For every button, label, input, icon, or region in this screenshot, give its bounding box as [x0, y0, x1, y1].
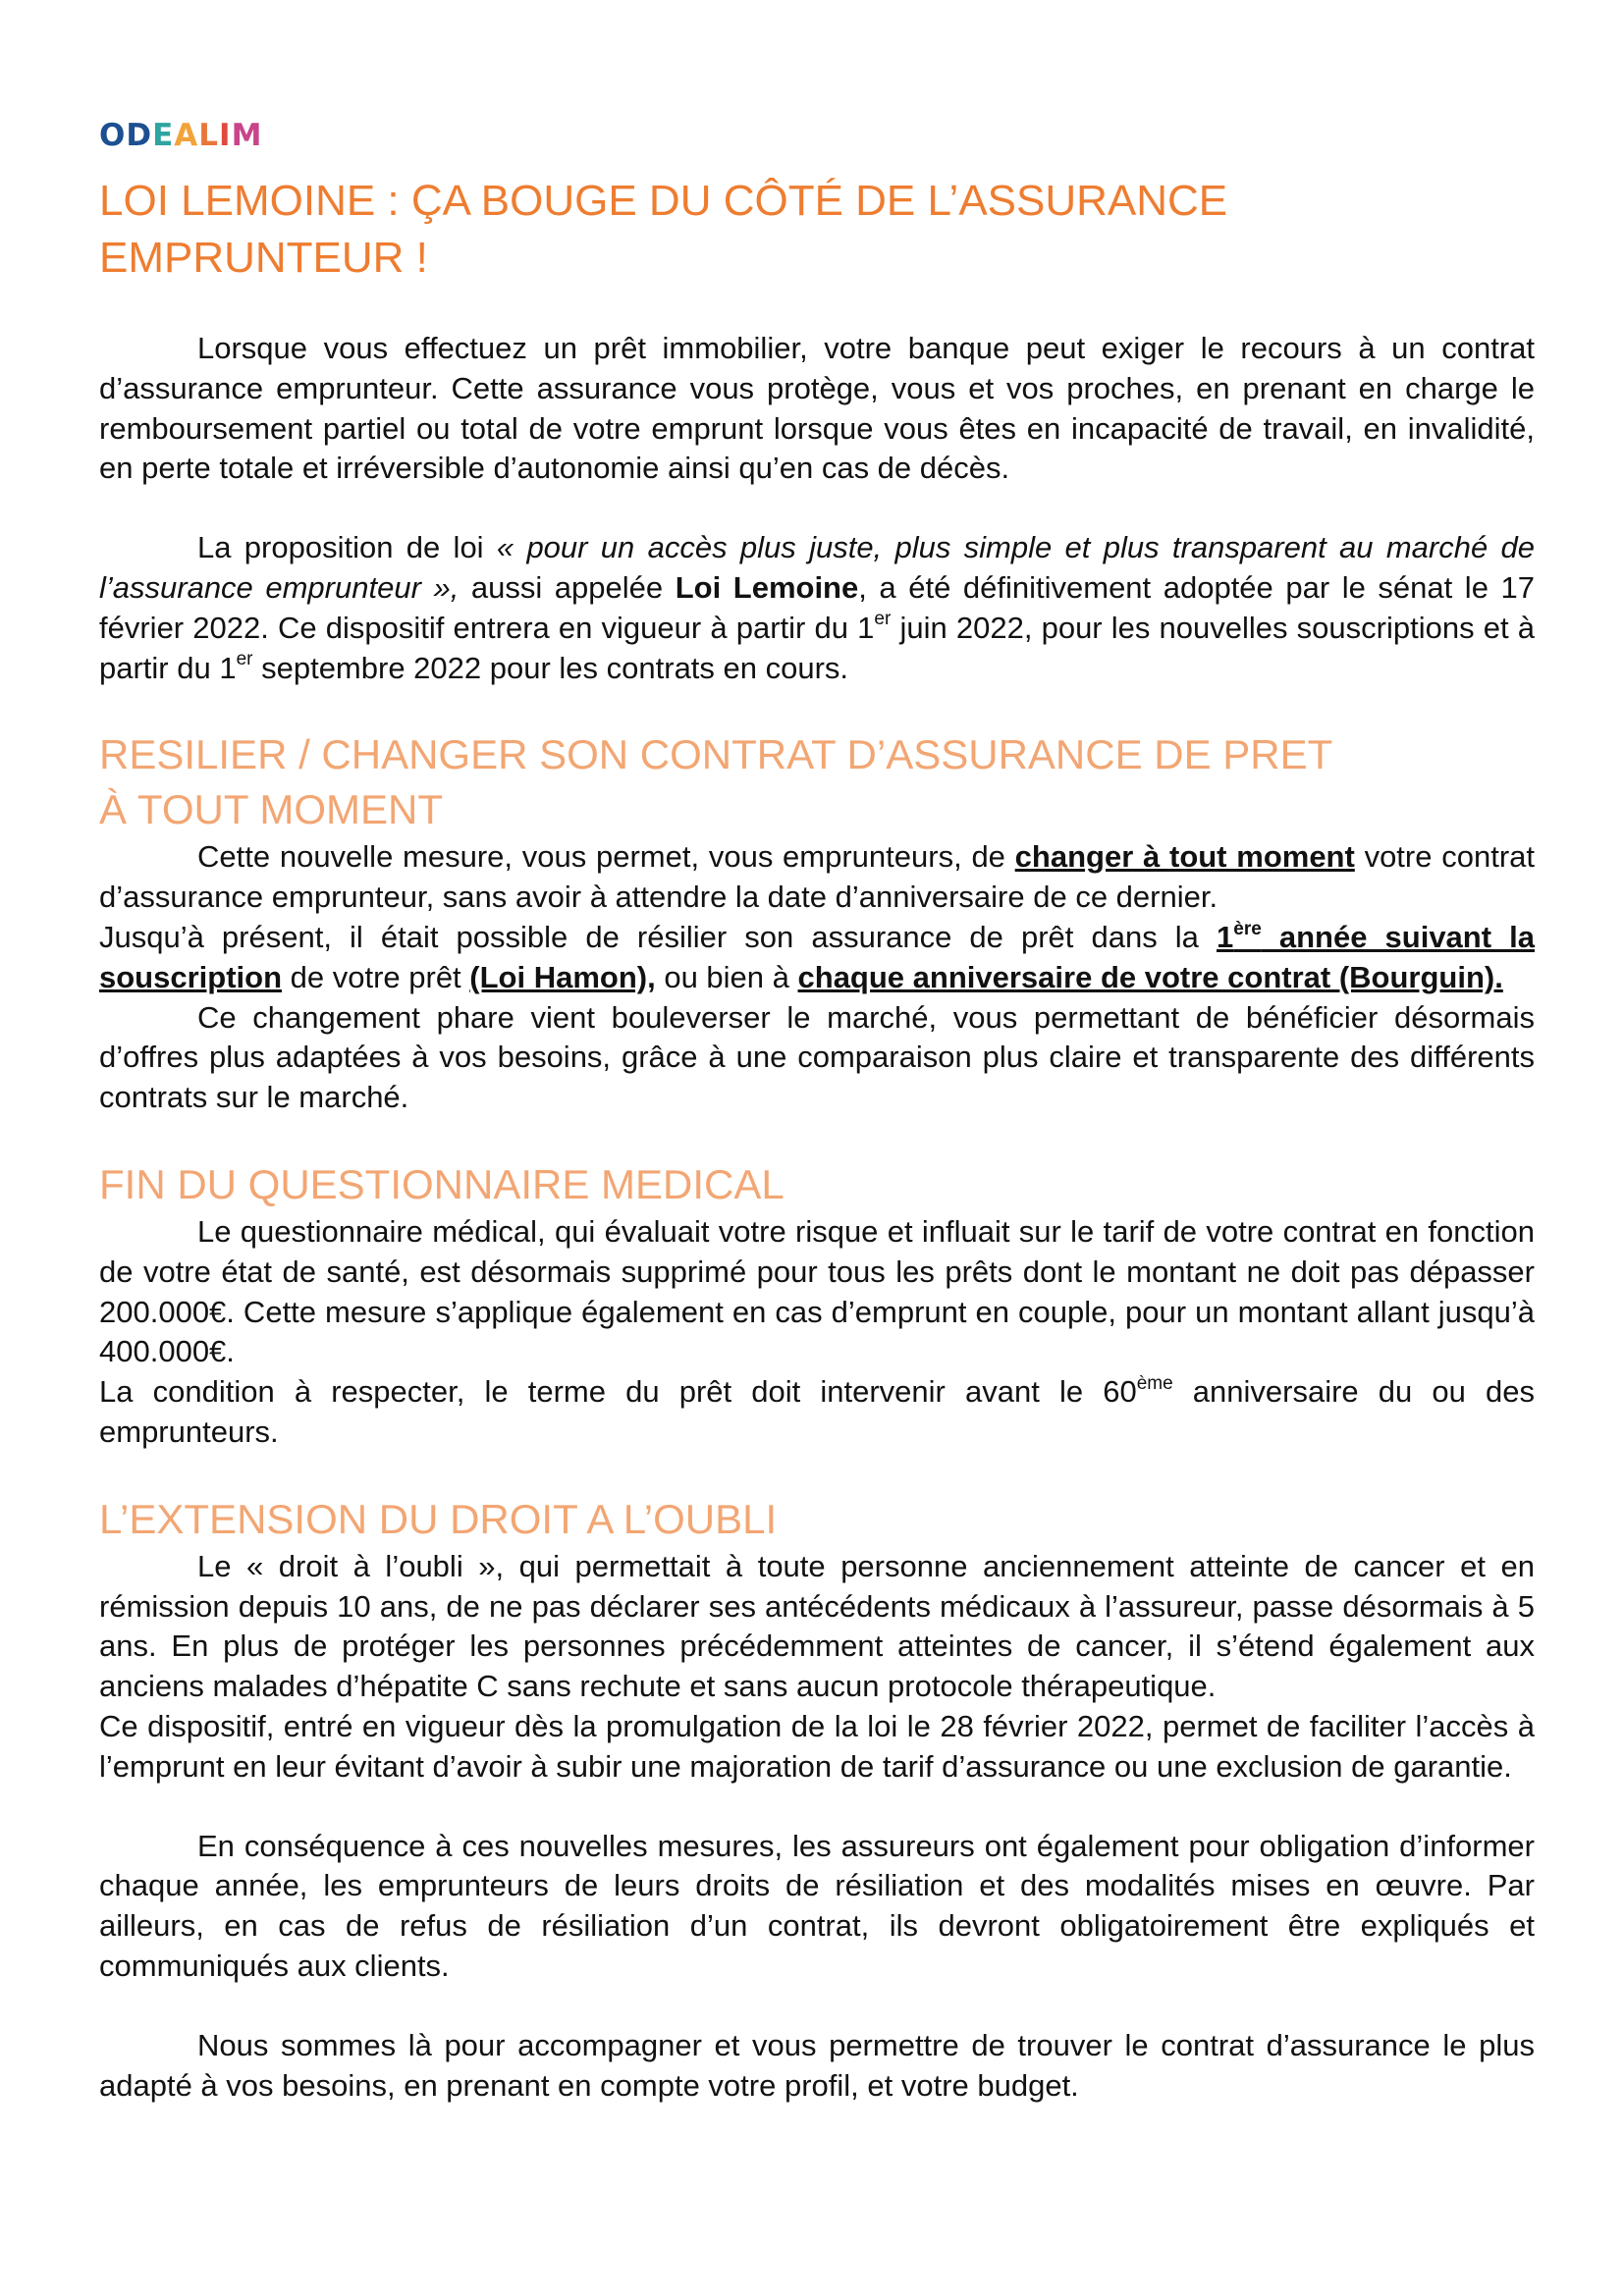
text-run: septembre 2022 pour les contrats en cours.: [252, 650, 849, 685]
section-heading-droit-oubli: L’EXTENSION DU DROIT A L’OUBLI: [99, 1495, 778, 1542]
text-run: 1: [1217, 919, 1234, 954]
logo-letter: I: [219, 118, 232, 153]
logo-letter: E: [152, 118, 175, 153]
superscript: er: [874, 609, 892, 630]
section1-paragraph-3: Ce changement phare vient bouleverser le marché, vous permettant de bénéficier désormais d’offres plus adaptées à vos besoins, grâce à une comparaison plus claire et transparente des différents contrats sur le marché.: [99, 999, 1535, 1115]
law-name-bold: Loi Lemoine: [675, 569, 859, 605]
closing-paragraph-1: En conséquence à ces nouvelles mesures, les assureurs ont également pour obligation d’informer chaque année, les emprunteurs de leurs droits de résiliation et des modalités mises en œuvre. Par ailleurs, en cas de refus de résiliation d’un contrat, ils devront obligatoirement être expliqués et communiqués aux clients.: [99, 1828, 1535, 1983]
text-run: , a été définitivement adoptée par le sénat le 17 février 2022. Ce dispositif entrera en vigueur à partir du 1: [99, 569, 1535, 645]
emphasis-underline: changer à tout moment: [1014, 839, 1355, 875]
section1-paragraph-1: [99, 837, 1535, 918]
document-page: [99, 116, 1535, 2106]
text-run: Cette nouvelle mesure, vous permet, vous emprunteurs, de: [197, 839, 1015, 875]
text-run: année suivant la souscription: [99, 919, 1535, 994]
logo-letter: D: [126, 118, 153, 153]
logo-letter: O: [99, 118, 127, 153]
law-title-italic: « pour un accès plus juste, plus simple et plus transparent au marché de l’assurance emprunteur »,: [99, 530, 1535, 605]
section3-paragraph-1: Le « droit à l’oubli », qui permettait à toute personne anciennement atteinte de cancer et en rémission depuis 10 ans, de ne pas déclarer ses antécédents médicaux à l’assureur, passe désormais à 5 ans. En plus de protéger les personnes précédemment atteintes de cancer, il s’étend également aux anciens malades d’hépatite C sans rechute et sans aucun protocole thérapeutique.: [99, 1548, 1535, 1704]
section1-paragraph-2: [99, 918, 1535, 998]
section3-paragraph-2: Ce dispositif, entré en vigueur dès la promulgation de la loi le 28 février 2022, permet de faciliter l’accès à l’emprunt en leur évitant d’avoir à subir une majoration de tarif d’assurance ou une exclusion de garantie.: [99, 1708, 1535, 1784]
text-run: anniversaire du ou des emprunteurs.: [99, 1374, 1536, 1449]
logo-letter: M: [231, 118, 263, 153]
section2-paragraph-1: Le questionnaire médical, qui évaluait votre risque et influait sur le tarif de votre contrat en fonction de votre état de santé, est désormais supprimé pour tous les prêts dont le montant ne doit pas dépasser 200.000€. Cette mesure s’applique également en cas d’emprunt en couple, pour un montant allant jusqu’à 400.000€.: [99, 1213, 1535, 1369]
text-run: Jusqu’à présent, il était possible de résilier son assurance de prêt dans la: [99, 919, 1217, 954]
odealim-logo: [99, 116, 1535, 155]
emphasis-underline: (Loi Hamon),: [469, 959, 656, 994]
intro-paragraph-2: [99, 528, 1535, 688]
logo-letter: L: [198, 118, 220, 153]
section-heading-line1: RESILIER / CHANGER SON CONTRAT D’ASSURANCE DE PRET: [99, 731, 1333, 778]
intro-paragraph-1: Lorsque vous effectuez un prêt immobilier, votre banque peut exiger le recours à un contrat d’assurance emprunteur. Cette assurance vous protège, vous et vos proches, en prenant en charge le remboursement partiel ou total de votre emprunt lorsque vous êtes en incapacité de travail, en invalidité, en perte totale et irréversible d’autonomie ainsi qu’en cas de décès.: [99, 331, 1535, 486]
text-run: La proposition de loi: [197, 530, 497, 565]
page-title-line2: EMPRUNTEUR !: [99, 234, 428, 282]
text-run: de votre prêt: [282, 959, 470, 994]
text-run: ou bien à: [655, 959, 798, 994]
section-heading-questionnaire: FIN DU QUESTIONNAIRE MEDICAL: [99, 1160, 785, 1207]
logo-letter: A: [174, 118, 199, 153]
superscript: er: [236, 649, 253, 670]
section-heading-resilier: [99, 727, 1535, 837]
page-title-line1: LOI LEMOINE : ÇA BOUGE DU CÔTÉ DE L’ASSURANCE: [99, 177, 1228, 225]
text-run: votre contrat d’assurance emprunteur, sans avoir à attendre la date d’anniversaire de ce dernier.: [99, 839, 1535, 915]
section-heading-line2: À TOUT MOMENT: [99, 786, 444, 833]
superscript: ème: [1136, 1372, 1173, 1394]
text-run: aussi appelée: [459, 569, 676, 605]
emphasis-underline: chaque anniversaire de votre contrat (Bourguin).: [797, 959, 1503, 994]
text-run: La condition à respecter, le terme du prêt doit intervenir avant le 60: [99, 1374, 1137, 1410]
closing-paragraph-2: Nous sommes là pour accompagner et vous permettre de trouver le contrat d’assurance le plus adapté à vos besoins, en prenant en compte votre profil, et votre budget.: [99, 2027, 1535, 2103]
superscript: ère: [1233, 918, 1262, 939]
text-run: juin 2022, pour les nouvelles souscriptions et à partir du 1: [99, 610, 1535, 685]
page-title: [99, 173, 1535, 287]
section2-paragraph-2: [99, 1372, 1535, 1453]
